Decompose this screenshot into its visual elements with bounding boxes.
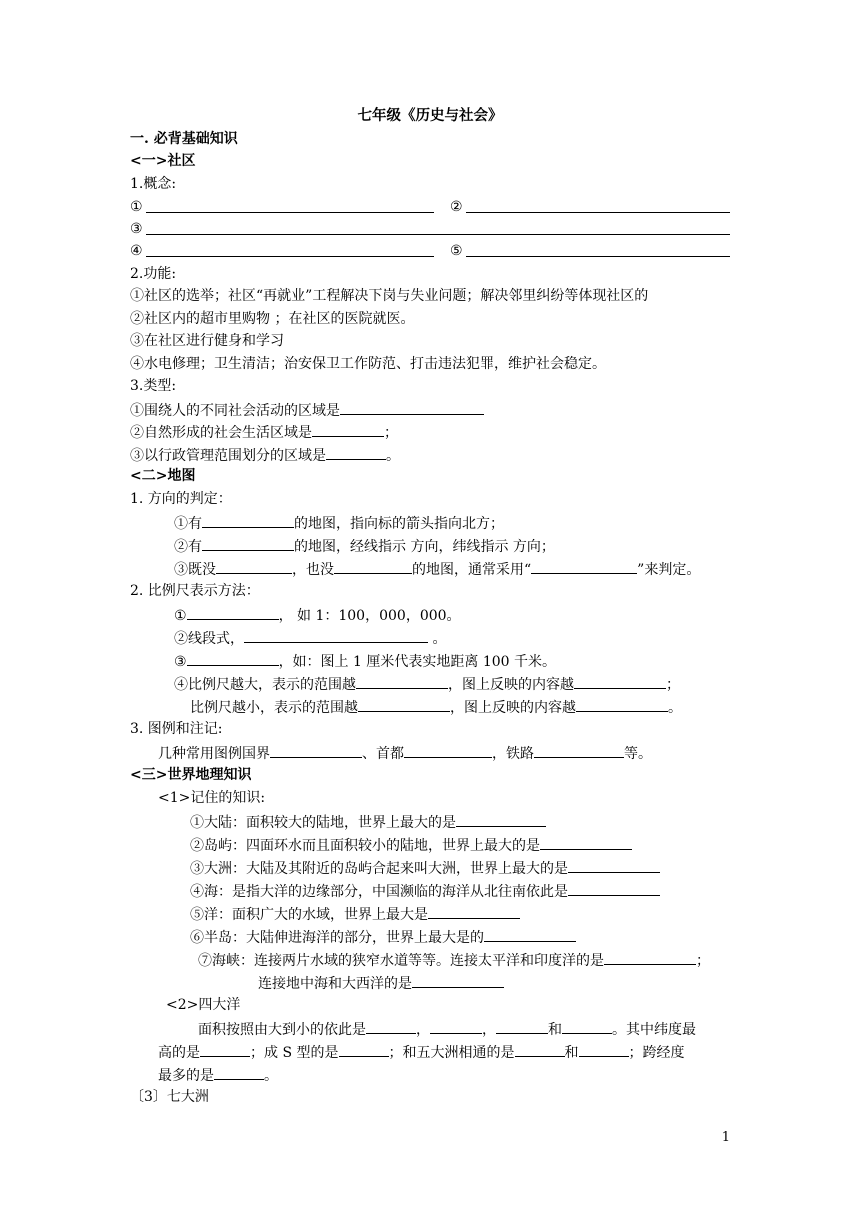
geo-item-1: ①大陆：面积较大的陆地，世界上最大的是	[190, 811, 546, 831]
function-item-4: ④水电修理；卫生清洁；治安保卫工作防范、打击违法犯罪，维护社会稳定。	[130, 356, 606, 372]
type-label: 3.类型:	[130, 378, 177, 394]
page-title: 七年级《历史与社会》	[357, 107, 503, 124]
geo-item-5: ⑤洋：面积广大的水域，世界上最大是	[190, 903, 520, 923]
direction-item-1: ①有 的地图，指向标的箭头指向北方；	[174, 512, 504, 532]
scale-item-3: ③ ，如：图上 1 厘米代表实地距离 100 千米。	[174, 650, 556, 670]
page-number: 1	[721, 1130, 730, 1145]
concept-mark-1: ①	[130, 199, 143, 215]
oceans-line-3: 最多的是 。	[158, 1064, 278, 1084]
heading-map: <二>地图	[130, 468, 196, 484]
scale-item-2: ②线段式， 。	[174, 627, 446, 647]
geo-item-7b: 连接地中海和大西洋的是	[258, 972, 504, 992]
direction-item-2: ②有 的地图，经线指示 方向，纬线指示 方向；	[174, 535, 555, 555]
direction-label: 1. 方向的判定：	[130, 491, 232, 507]
geo-item-7: ⑦海峡：连接两片水域的狭窄水道等等。连接太平洋和印度洋的是 ；	[198, 949, 710, 969]
concept-label: 1.概念:	[130, 176, 177, 192]
continents-heading: 〔3〕七大洲	[130, 1089, 209, 1105]
type-blank-2	[312, 421, 384, 437]
concept-blank-3	[146, 234, 730, 235]
legend-item: 几种常用图例国界 、首都 ，铁路 等。	[158, 742, 652, 762]
legend-label: 3. 图例和注记:	[130, 721, 223, 737]
scale-item-1: ① ， 如 1：100，000，000。	[174, 604, 461, 624]
concept-blank-1	[146, 212, 434, 213]
function-item-2: ②社区内的超市里购物 ；在社区的医院就医。	[130, 311, 415, 327]
geo-item-2: ②岛屿：四面环水而且面积较小的陆地，世界上最大的是	[190, 834, 632, 854]
concept-mark-3: ③	[130, 221, 143, 237]
scale-label: 2. 比例尺表示方法：	[130, 583, 260, 599]
function-item-1: ①社区的选举；社区“再就业”工程解决下岗与失业问题；解决邻里纠纷等体现社区的	[130, 288, 649, 304]
scale-item-4: ④比例尺越大，表示的范围越 ，图上反映的内容越 ；	[174, 673, 680, 693]
type-blank-1	[340, 399, 484, 415]
oceans-line-1: 面积按照由大到小的依此是 ， ， 和 。其中纬度最	[198, 1018, 696, 1038]
concept-blank-5	[466, 256, 730, 257]
concept-blank-4	[146, 256, 434, 257]
section-heading-basic: 一. 必背基础知识	[130, 131, 238, 147]
scale-item-5: 比例尺越小，表示的范围越 ，图上反映的内容越 。	[190, 696, 682, 716]
type-blank-3	[326, 444, 386, 460]
oceans-line-2: 高的是 ；成 S 型的是 ；和五大洲相通的是 和 ；跨经度	[158, 1041, 685, 1061]
heading-world-geography: <三>世界地理知识	[130, 767, 252, 783]
oceans-heading: <2>四大洋	[166, 997, 241, 1013]
type-item-1: ①围绕人的不同社会活动的区域是	[130, 399, 484, 419]
concept-mark-2: ②	[450, 199, 463, 215]
type-item-2: ②自然形成的社会生活区域是 ；	[130, 421, 398, 441]
function-label: 2.功能:	[130, 266, 177, 282]
geo-item-6: ⑥半岛：大陆伸进海洋的部分，世界上最大是的	[190, 926, 576, 946]
direction-item-3: ③既没 ，也没 的地图，通常采用“ ”来判定。	[174, 558, 700, 578]
geo-item-4: ④海：是指大洋的边缘部分，中国濒临的海洋从北往南依此是	[190, 880, 660, 900]
heading-community: <一>社区	[130, 153, 196, 169]
geo-item-3: ③大洲：大陆及其附近的岛屿合起来叫大洲，世界上最大的是	[190, 857, 660, 877]
concept-blank-2	[466, 212, 730, 213]
remember-label: <1>记住的知识:	[158, 790, 266, 806]
concept-mark-5: ⑤	[450, 243, 463, 259]
function-item-3: ③在社区进行健身和学习	[130, 333, 284, 349]
concept-mark-4: ④	[130, 243, 143, 259]
type-item-3: ③以行政管理范围划分的区域是 。	[130, 444, 400, 464]
